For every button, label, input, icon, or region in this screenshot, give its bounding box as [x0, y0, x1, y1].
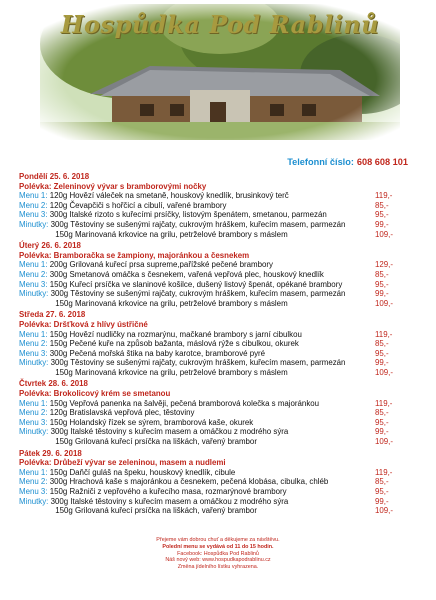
- footer: [0, 537, 436, 571]
- soup-label: Polévka:: [19, 319, 52, 329]
- menu-item-description: 300g Italské těstoviny s kuřecím masem a omáčkou z modrého sýra: [50, 427, 289, 437]
- day-title: Čtvrtek 28. 6. 2018: [19, 379, 88, 389]
- menu-item-description: 150g Daňčí guláš na špeku, houskový knedlík, cibule: [49, 467, 236, 477]
- soup-line: [19, 182, 419, 192]
- menu-item-price: 119,-: [375, 329, 393, 339]
- day-section: [19, 449, 419, 516]
- menu-item: [19, 210, 419, 220]
- menu-item-label: Menu 3:: [19, 487, 48, 496]
- menu-item-description: 150g Grilovaná kuřecí prsíčka na liškách, vařený brambor: [55, 437, 257, 447]
- menu-item-price: 85,-: [375, 477, 389, 487]
- menu-item: [19, 230, 419, 240]
- header-banner: [40, 4, 400, 140]
- menu-item-description: 120g Čevapčiči s hořčicí a cibulí, vařené brambory: [49, 200, 227, 210]
- soup-name: Brokolicový krém se smetanou: [53, 389, 171, 399]
- menu-item-price: 109,-: [375, 298, 393, 308]
- day-title: Středa 27. 6. 2018: [19, 310, 86, 320]
- menu-item-description: 120g Hovězí váleček na smetaně, houskový knedlík, brusinkový terč: [49, 191, 289, 201]
- menu-item-price: 119,-: [375, 191, 393, 201]
- menu-item: [19, 299, 419, 309]
- menu-item: [19, 349, 419, 359]
- menu-item: [19, 368, 419, 378]
- phone-label: Telefonní číslo:: [287, 157, 354, 167]
- menu-item: [19, 418, 419, 428]
- menu-item: [19, 260, 419, 270]
- menu-item-price: 99,-: [375, 427, 389, 437]
- menu-item-price: 95,-: [375, 348, 389, 358]
- soup-name: Drůbeží vývar se zeleninou, masem a nudlemi: [53, 458, 226, 468]
- menu-item-label: Menu 3:: [19, 348, 48, 358]
- menu-item: [19, 427, 419, 437]
- menu-item-label: Menu 3:: [19, 417, 48, 427]
- menu-item-description: 150g Hovězí nudličky na rozmarýnu, mačkané brambory s jarní cibulkou: [49, 329, 302, 339]
- menu-item-label: Minutky:: [19, 219, 49, 229]
- menu-item-description: 300g Smetanová omáčka s česnekem, vařená vepřová plec, houskový knedlík: [49, 269, 324, 279]
- menu-item-label: Minutky:: [19, 496, 49, 506]
- menu-item-price: 109,-: [375, 229, 393, 239]
- menu-item-price: 95,-: [375, 487, 389, 496]
- menu-item: [19, 330, 419, 340]
- soup-line: [19, 458, 419, 468]
- menu-item-description: 300g Hrachová kaše s majoránkou a česnekem, pečená klobása, cibulka, chléb: [49, 477, 329, 487]
- menu-item-label: Minutky:: [19, 358, 49, 368]
- menu-item-description: 120g Bratislavská vepřová plec, těstoviny: [49, 408, 195, 418]
- menu-item-label: Menu 2:: [19, 269, 48, 279]
- day-section: [19, 241, 419, 308]
- menu-item: [19, 399, 419, 409]
- footer-facebook: Facebook: Hospůdka Pod Rablinů: [177, 550, 259, 557]
- menu-item: [19, 506, 419, 516]
- day-section: [19, 310, 419, 377]
- soup-name: Bramboračka se žampiony, majoránkou a česnekem: [53, 250, 250, 260]
- menu-item-description: 150g Marinovaná krkovice na grilu, petrželové brambory s máslem: [55, 367, 288, 377]
- day-title: Úterý 26. 6. 2018: [19, 241, 81, 251]
- menu-item-price: 95,-: [375, 417, 389, 427]
- menu-item: [19, 477, 419, 487]
- phone-number: 608 608 101: [356, 157, 408, 167]
- menu-item: [19, 497, 419, 507]
- soup-label: Polévka:: [19, 181, 52, 191]
- footer-thanks: Přejeme vám dobrou chuť a děkujeme za návštěvu.: [156, 537, 280, 543]
- menu-item-description: 150g Ražniči z vepřového a kuřecího masa, rozmarýnové brambory: [49, 487, 287, 496]
- soup-label: Polévka:: [19, 458, 52, 468]
- menu-item-price: 99,-: [375, 289, 389, 299]
- day-section: [19, 172, 419, 239]
- day-title: Pátek 29. 6. 2018: [19, 448, 82, 458]
- menu-item-price: 85,-: [375, 339, 389, 349]
- menu-item-label: Menu 2:: [19, 200, 48, 210]
- menu-item: [19, 487, 419, 497]
- menu-item-label: Menu 3:: [19, 210, 48, 220]
- soup-line: [19, 389, 419, 399]
- menu-item-description: 300g Těstoviny se sušenými rajčaty, cukrovým hráškem, kuřecím masem, parmezán: [50, 219, 346, 229]
- soup-line: [19, 320, 419, 330]
- menu-item-description: 150g Marinovaná krkovice na grilu, petrželové brambory s máslem: [55, 298, 288, 308]
- menu-item-label: Menu 3:: [19, 279, 48, 289]
- menu-item-price: 109,-: [375, 506, 393, 516]
- menu-item-label: Menu 2:: [19, 477, 48, 487]
- menu-item-price: 85,-: [375, 408, 389, 418]
- menu-item-price: 99,-: [375, 219, 389, 229]
- day-title: Pondělí 25. 6. 2018: [19, 172, 90, 181]
- menu-item-price: 129,-: [375, 260, 393, 270]
- menu-item: [19, 339, 419, 349]
- menu-item-price: 95,-: [375, 210, 389, 220]
- menu-item-label: Menu 1:: [19, 191, 48, 201]
- soup-line: [19, 251, 419, 261]
- menu-item-label: Menu 1:: [19, 260, 48, 270]
- phone-contact: [287, 157, 408, 167]
- menu-item-description: 150g Kuřecí prsíčka ve slaninové košilce, dušený listový špenát, opékané brambory: [49, 279, 343, 289]
- menu-item: [19, 201, 419, 211]
- menu-item-label: Menu 1:: [19, 398, 48, 408]
- menu-item: [19, 437, 419, 447]
- menu-item-description: 150g Vepřová panenka na šalvěji, pečená bramborová kolečka s majoránkou: [49, 398, 320, 408]
- menu-item-description: 150g Holandský řízek se sýrem, bramborová kaše, okurek: [49, 417, 254, 427]
- menu-item-price: 119,-: [375, 398, 393, 408]
- menu-item: [19, 289, 419, 299]
- menu-item-label: Minutky:: [19, 427, 49, 437]
- menu-item-price: 119,-: [375, 467, 393, 477]
- menu-item: [19, 468, 419, 478]
- menu-item-description: 300g Italské rizoto s kuřecími prsíčky, listovým špenátem, smetanou, parmezán: [49, 210, 327, 220]
- footer-hours: Polední menu se vydává od 11 do 15 hodin.: [162, 543, 274, 550]
- menu-item-price: 99,-: [375, 358, 389, 368]
- soup-name: Dršťková z hlívy ústřičné: [53, 319, 148, 329]
- menu-item: [19, 358, 419, 368]
- menu-item: [19, 408, 419, 418]
- menu-item-label: Menu 1:: [19, 467, 48, 477]
- menu-item-price: 85,-: [375, 269, 389, 279]
- restaurant-name: Hospůdka Pod Rablinů: [60, 10, 380, 39]
- footer-disclaimer: Změna jídelního lístku vyhrazena.: [177, 564, 259, 571]
- menu-item-price: 99,-: [375, 496, 389, 506]
- menu-item-description: 300g Těstoviny se sušenými rajčaty, cukrovým hráškem, kuřecím masem, parmezán: [50, 289, 346, 299]
- menu-item-price: 109,-: [375, 367, 393, 377]
- menu-item-price: 109,-: [375, 437, 393, 447]
- menu-item-label: Menu 2:: [19, 408, 48, 418]
- menu-item: [19, 280, 419, 290]
- soup-label: Polévka:: [19, 250, 52, 260]
- menu-item-description: 150g Marinovaná krkovice na grilu, petrželové brambory s máslem: [55, 229, 288, 239]
- menu-item-price: 85,-: [375, 200, 389, 210]
- menu-item-description: 300g Těstoviny se sušenými rajčaty, cukrovým hráškem, kuřecím masem, parmezán: [50, 358, 346, 368]
- menu-item: [19, 191, 419, 201]
- soup-name: Zeleninový vývar s bramborovými nočky: [53, 181, 207, 191]
- menu-item-price: 95,-: [375, 279, 389, 289]
- weekly-menu: [19, 170, 419, 516]
- menu-item-description: 200g Grilovaná kuřecí prsa supreme,pařížské pečené brambory: [49, 260, 273, 270]
- menu-item-description: 150g Grilovaná kuřecí prsíčka na liškách, vařený brambor: [55, 506, 257, 516]
- menu-item-description: 150g Pečené kuře na způsob bažanta, máslová rýže s cibulkou, okurek: [49, 339, 299, 349]
- menu-item-label: Menu 1:: [19, 329, 48, 339]
- menu-item-label: Menu 2:: [19, 339, 48, 349]
- soup-label: Polévka:: [19, 389, 52, 399]
- day-section: [19, 379, 419, 446]
- menu-item: [19, 270, 419, 280]
- menu-item-description: 300g Italské těstoviny s kuřecím masem a omáčkou z modrého sýra: [50, 496, 289, 506]
- menu-item-label: Minutky:: [19, 289, 49, 299]
- menu-item: [19, 220, 419, 230]
- footer-website: Náš nový web: www.hospudkapodrablinu.cz: [165, 557, 271, 564]
- menu-item-description: 300g Pečená mořská štika na baby karotce, bramborové pyré: [49, 348, 266, 358]
